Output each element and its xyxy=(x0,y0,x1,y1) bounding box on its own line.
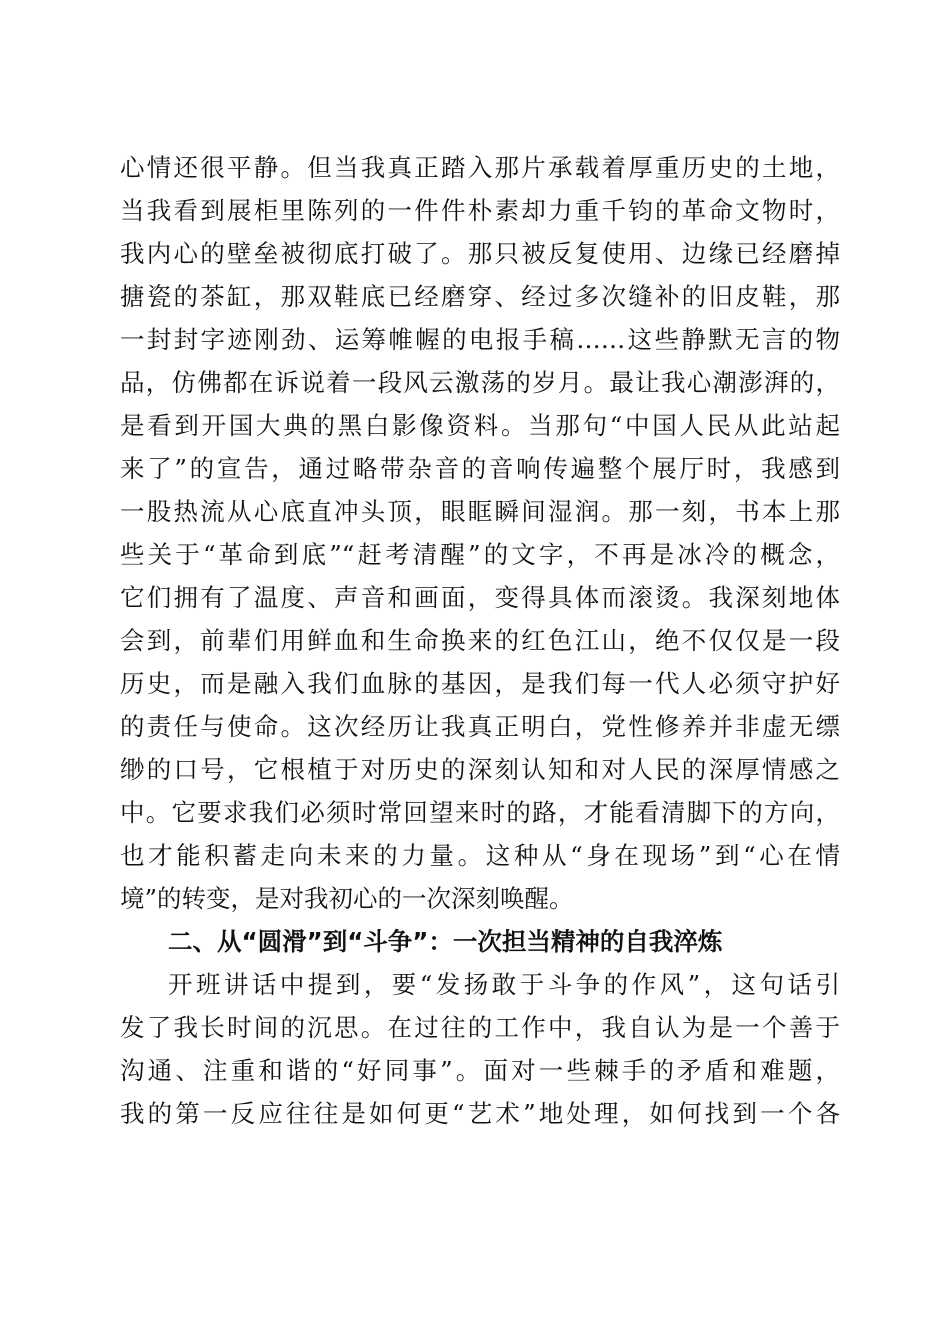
paragraph-reflection xyxy=(120,146,840,920)
text-line: 来了”的宣告，通过略带杂音的音响传遍整个展厅时，我感到 xyxy=(120,454,840,483)
text-line: 也才能积蓄走向未来的力量。这种从“身在现场”到“心在情 xyxy=(120,841,840,870)
text-line: 我内心的壁垒被彻底打破了。那只被反复使用、边缘已经磨掉 xyxy=(120,239,840,268)
text-line: 沟通、注重和谐的“好同事”。面对一些棘手的矛盾和难题， xyxy=(120,1056,840,1085)
text-line: 开班讲话中提到，要“发扬敢于斗争的作风”，这句话引 xyxy=(168,970,840,999)
text-line: 一股热流从心底直冲头顶，眼眶瞬间湿润。那一刻，书本上那 xyxy=(120,497,840,526)
text-line: 的责任与使命。这次经历让我真正明白，党性修养并非虚无缥 xyxy=(120,712,840,741)
text-line: 境”的转变，是对我初心的一次深刻唤醒。 xyxy=(120,884,574,913)
text-line: 品，仿佛都在诉说着一段风云激荡的岁月。最让我心潮澎湃的， xyxy=(120,368,840,397)
text-line: 搪瓷的茶缸，那双鞋底已经磨穿、经过多次缝补的旧皮鞋，那 xyxy=(120,282,840,311)
text-line: 它们拥有了温度、声音和画面，变得具体而滚烫。我深刻地体 xyxy=(120,583,840,612)
text-line: 我的第一反应往往是如何更“艺术”地处理，如何找到一个各 xyxy=(120,1099,840,1128)
text-line: 缈的口号，它根植于对历史的深刻认知和对人民的深厚情感之 xyxy=(120,755,840,784)
text-line: 一封封字迹刚劲、运筹帷幄的电报手稿……这些静默无言的物 xyxy=(120,325,840,354)
text-line: 当我看到展柜里陈列的一件件朴素却力重千钧的革命文物时， xyxy=(120,196,840,225)
section-heading: 二、从“圆滑”到“斗争”：一次担当精神的自我淬炼 xyxy=(168,927,723,956)
text-line: 发了我长时间的沉思。在过往的工作中，我自认为是一个善于 xyxy=(120,1013,840,1042)
text-line: 心情还很平静。但当我真正踏入那片承载着厚重历史的土地， xyxy=(120,153,840,182)
text-line: 中。它要求我们必须时常回望来时的路，才能看清脚下的方向， xyxy=(120,798,840,827)
body-text xyxy=(120,146,840,1135)
text-line: 历史，而是融入我们血脉的基因，是我们每一代人必须守护好 xyxy=(120,669,840,698)
paragraph-struggle xyxy=(120,963,840,1135)
text-line: 些关于“革命到底”“赶考清醒”的文字，不再是冰冷的概念， xyxy=(120,540,840,569)
text-line: 是看到开国大典的黑白影像资料。当那句“中国人民从此站起 xyxy=(120,411,840,440)
text-line: 会到，前辈们用鲜血和生命换来的红色江山，绝不仅仅是一段 xyxy=(120,626,840,655)
